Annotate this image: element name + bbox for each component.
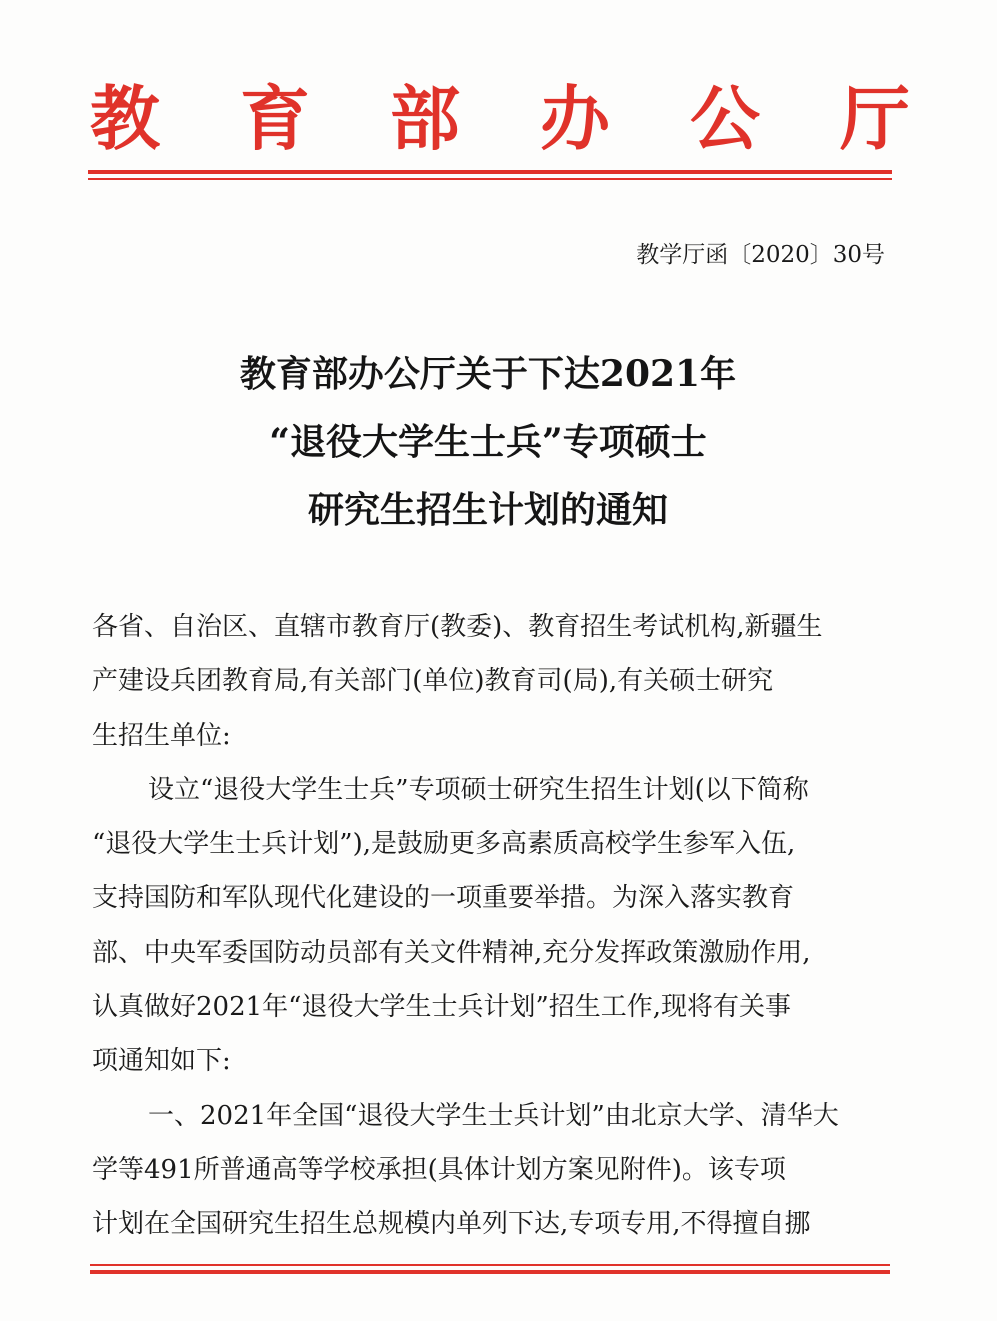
body-line: 认真做好2021年“退役大学生士兵计划”招生工作,现将有关事	[92, 992, 792, 1023]
document-number: 教学厅函〔2020〕30号	[636, 242, 885, 268]
title-line: “退役大学生士兵”专项硕士	[269, 421, 707, 463]
body-line: 计划在全国研究生招生总规模内单列下达,专项专用,不得擅自挪	[92, 1209, 811, 1240]
body-line: 学等491所普通高等学校承担(具体计划方案见附件)。该专项	[92, 1154, 786, 1185]
document-title	[98, 340, 878, 544]
header-char: 教	[90, 76, 160, 160]
body-line: “退役大学生士兵计划”),是鼓励更多高素质高校学生参军入伍,	[92, 829, 796, 860]
footer-divider-thick	[90, 1270, 890, 1274]
body-line: 项通知如下:	[92, 1046, 231, 1077]
body-line: 一、2021年全国“退役大学生士兵计划”由北京大学、清华大	[148, 1100, 839, 1131]
title-line: 研究生招生计划的通知	[307, 489, 668, 531]
title-line: 教育部办公厅关于下达2021年	[239, 353, 737, 395]
body-line: 产建设兵团教育局,有关部门(单位)教育司(局),有关硕士研究	[92, 666, 774, 697]
header-char: 育	[240, 76, 310, 160]
body-line: 设立“退役大学生士兵”专项硕士研究生招生计划(以下简称	[148, 774, 809, 805]
header-char: 厅	[840, 76, 910, 160]
issuer-header	[90, 68, 910, 158]
header-char: 部	[390, 76, 460, 160]
body-line: 部、中央军委国防动员部有关文件精神,充分发挥政策激励作用,	[92, 937, 811, 968]
body-line: 各省、自治区、直辖市教育厅(教委)、教育招生考试机构,新疆生	[92, 612, 823, 642]
body-line: 支持国防和军队现代化建设的一项重要举措。为深入落实教育	[92, 883, 795, 914]
footer-divider-thin	[90, 1264, 890, 1266]
header-char: 办	[540, 76, 610, 160]
header-char: 公	[690, 76, 760, 160]
document-body	[92, 600, 892, 1252]
header-divider-thick	[88, 170, 892, 174]
body-line: 生招生单位:	[92, 720, 231, 751]
header-divider-thin	[88, 178, 892, 180]
